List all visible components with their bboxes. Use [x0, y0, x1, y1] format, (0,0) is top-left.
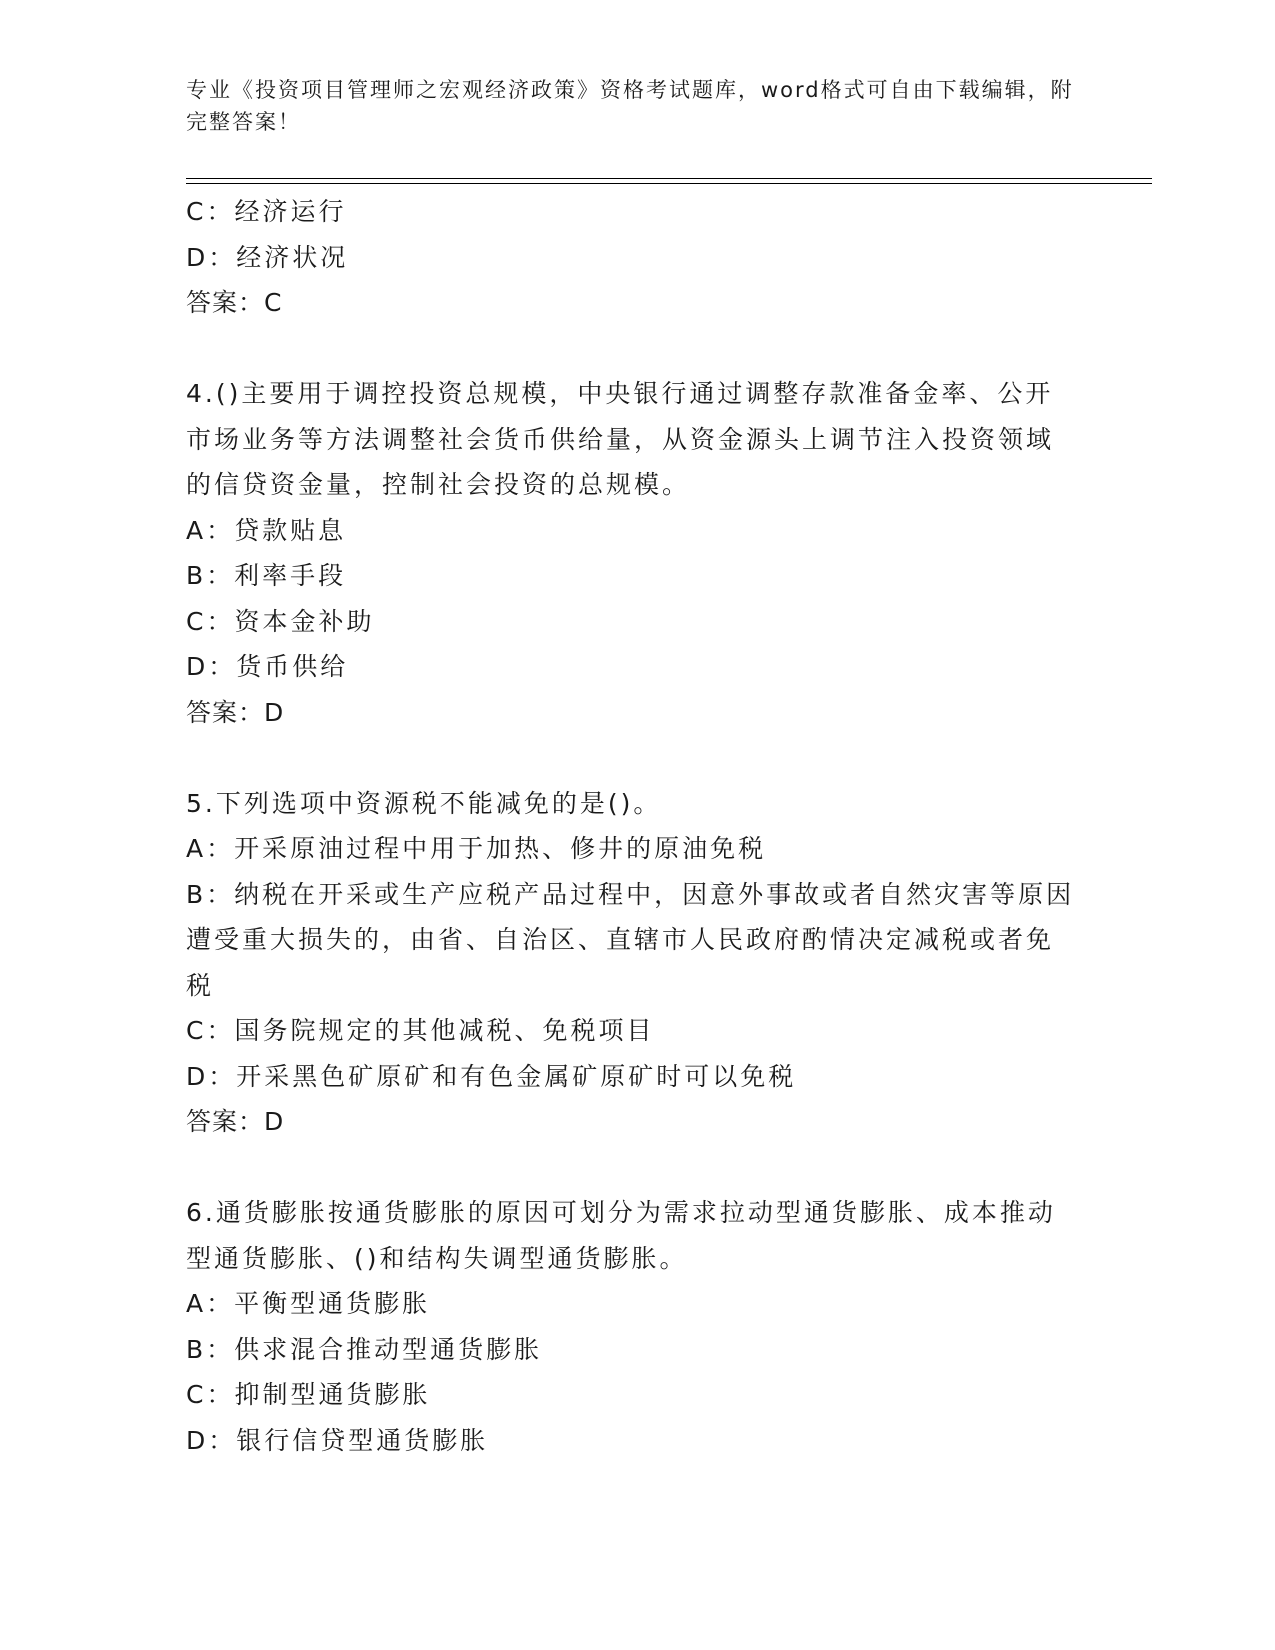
exam-content: [186, 189, 1076, 1463]
option-d: D：银行信贷型通货膨胀: [186, 1425, 489, 1455]
header-divider-top: [186, 178, 1152, 179]
option-a: A：开采原油过程中用于加热、修井的原油免税: [186, 834, 767, 863]
answer-line: 答案：C: [186, 288, 283, 317]
question-stem-4: 4.()主要用于调控投资总规模，中央银行通过调整存款准备金率、公开市场业务等方法调整社会货币供给量，从资金源头上调节注入投资领域的信贷资金量，控制社会投资的总规模。: [186, 379, 1055, 499]
option-a: A：平衡型通货膨胀: [186, 1289, 431, 1318]
option-d: D：开采黑色矿原矿和有色金属矿原矿时可以免税: [186, 1061, 797, 1091]
answer-line: 答案：D: [186, 697, 285, 727]
answer-line: 答案：D: [186, 1107, 285, 1136]
option-c: C：资本金补助: [186, 606, 375, 636]
option-b: B：纳税在开采或生产应税产品过程中，因意外事故或者自然灾害等原因遭受重大损失的，由省、自治区、直辖市人民政府酌情决定减税或者免税: [186, 879, 1075, 1000]
question-stem-6: 6.通货膨胀按通货膨胀的原因可划分为需求拉动型通货膨胀、成本推动型通货膨胀、()和结构失调型通货膨胀。: [186, 1198, 1056, 1273]
spacer: [186, 326, 1076, 372]
option-c: C：抑制型通货膨胀: [186, 1380, 431, 1409]
spacer: [186, 735, 1076, 781]
option-b: B：利率手段: [186, 561, 347, 590]
spacer: [186, 1145, 1076, 1191]
header-divider-bottom: [186, 183, 1152, 184]
option-a: A：贷款贴息: [186, 515, 347, 545]
option-c: C：国务院规定的其他减税、免税项目: [186, 1016, 655, 1045]
question-stem-5: 5.下列选项中资源税不能减免的是()。: [186, 788, 662, 818]
document-header: 专业《投资项目管理师之宏观经济政策》资格考试题库，word格式可自由下载编辑，附完整答案！: [186, 78, 1074, 134]
option-d: D：货币供给: [186, 652, 349, 681]
option-d: D：经济状况: [186, 242, 349, 272]
option-c: C：经济运行: [186, 197, 347, 226]
option-b: B：供求混合推动型通货膨胀: [186, 1334, 543, 1364]
